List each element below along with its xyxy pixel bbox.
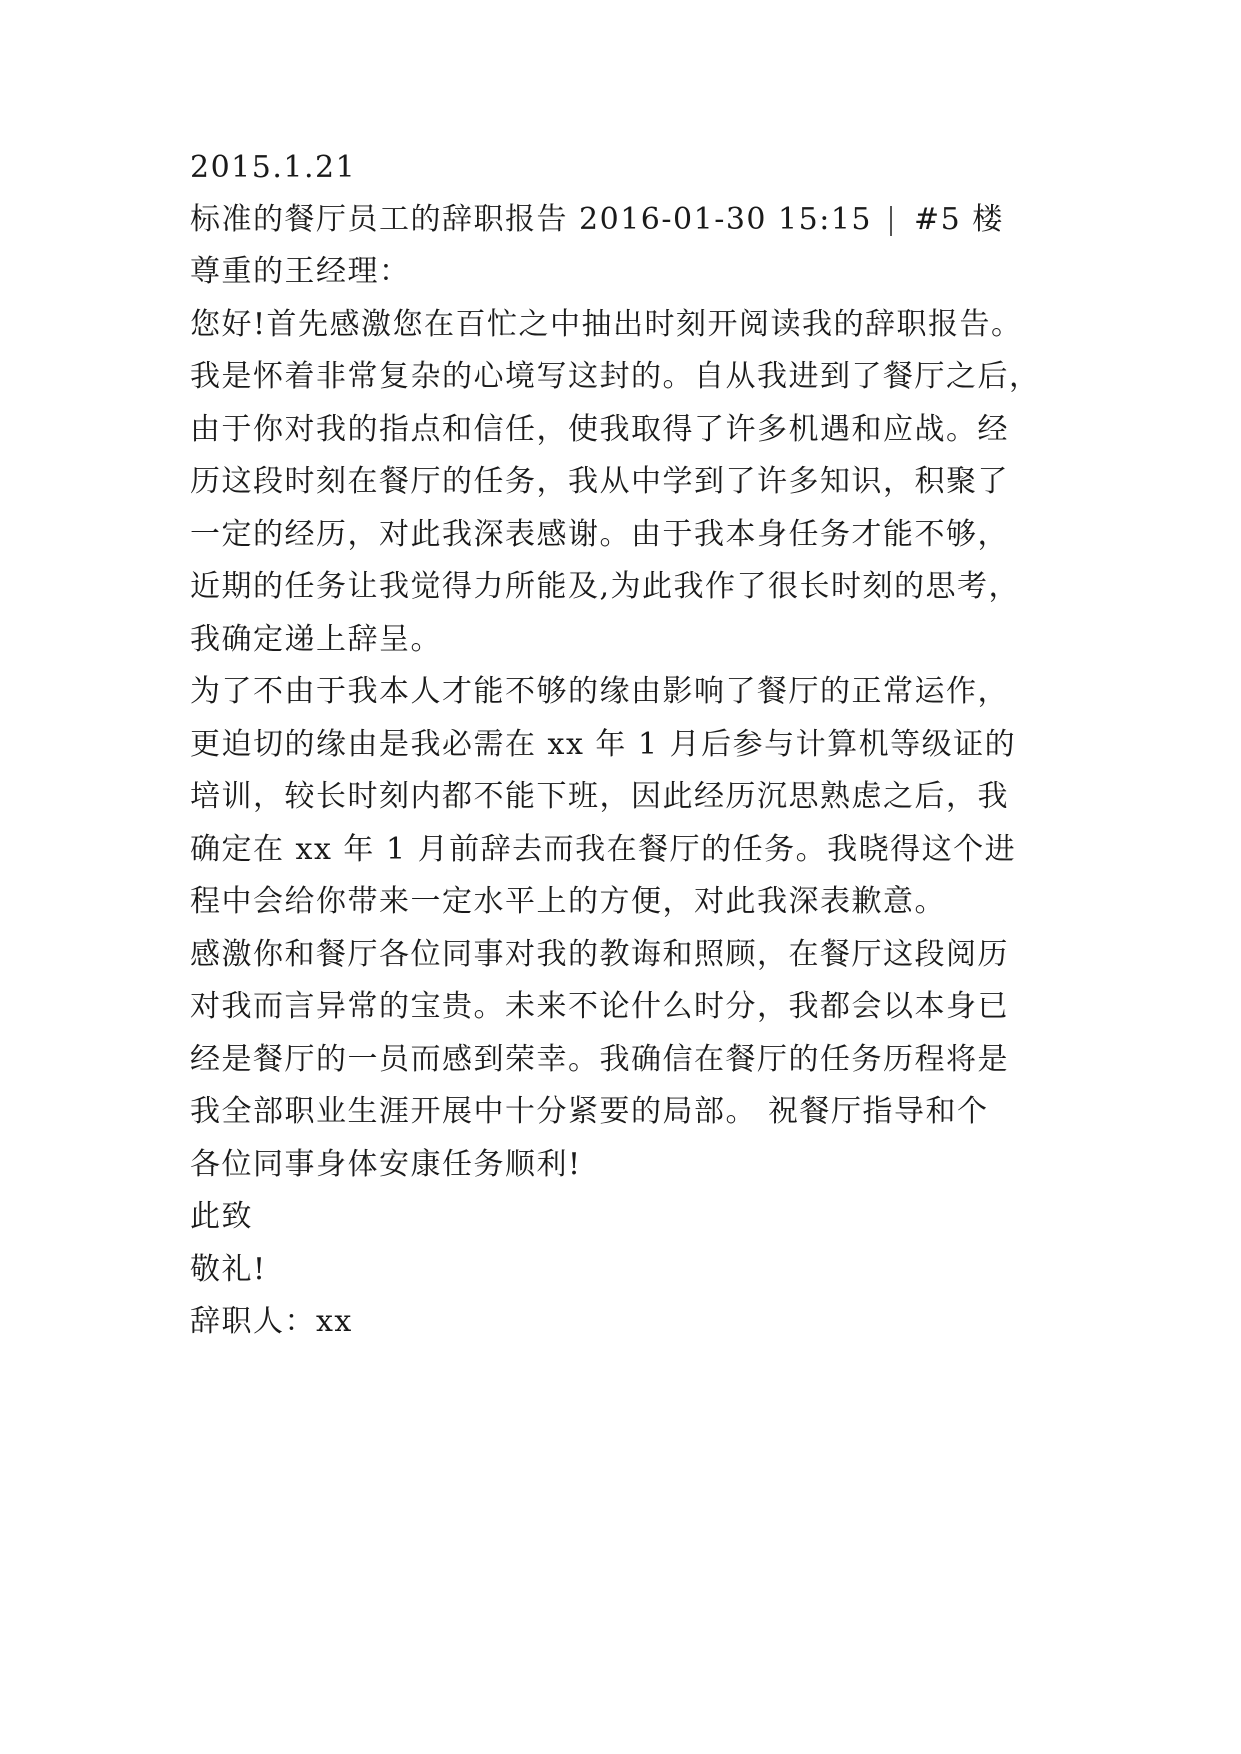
body-line: 确定在 xx 年 1 月前辞去而我在餐厅的任务。我晓得这个进 — [190, 832, 1017, 867]
regards: 敬礼! — [190, 1252, 267, 1287]
body-line: 为了不由于我本人才能不够的缘由影响了餐厅的正常运作， — [190, 674, 1009, 709]
salutation: 尊重的王经理： — [190, 254, 411, 289]
body-line: 您好!首先感激您在百忙之中抽出时刻开阅读我的辞职报告。 — [190, 307, 1023, 342]
body-line: 一定的经历，对此我深表感谢。由于我本身任务才能不够， — [190, 517, 1009, 552]
body-line: 我全部职业生涯开展中十分紧要的局部。 祝餐厅指导和个 — [190, 1094, 989, 1129]
body-line: 近期的任务让我觉得力所能及,为此我作了很长时刻的思考， — [190, 569, 1021, 604]
body-line: 各位同事身体安康任务顺利! — [190, 1147, 582, 1182]
body-line: 培训，较长时刻内都不能下班，因此经历沉思熟虑之后，我 — [190, 779, 1009, 814]
body-line: 感激你和餐厅各位同事对我的教诲和照顾，在餐厅这段阅历 — [190, 937, 1009, 972]
heading-separator — [890, 206, 892, 236]
document-heading — [190, 200, 1004, 240]
signature: 辞职人：xx — [190, 1304, 353, 1339]
body-line: 历这段时刻在餐厅的任务，我从中学到了许多知识，积聚了 — [190, 464, 1009, 499]
body-line: 由于你对我的指点和信任，使我取得了许多机遇和应战。经 — [190, 412, 1009, 447]
heading-timestamp: 2016-01-30 15:15 — [579, 202, 873, 237]
body-line: 程中会给你带来一定水平上的方便，对此我深表歉意。 — [190, 884, 946, 919]
closing: 此致 — [190, 1199, 253, 1234]
document-date: 2015.1.21 — [190, 150, 357, 185]
body-line: 对我而言异常的宝贵。未来不论什么时分，我都会以本身已 — [190, 989, 1009, 1024]
body-line: 更迫切的缘由是我必需在 xx 年 1 月后参与计算机等级证的 — [190, 727, 1017, 762]
body-line: 经是餐厅的一员而感到荣幸。我确信在餐厅的任务历程将是 — [190, 1042, 1009, 1077]
body-line: 我确定递上辞呈。 — [190, 622, 442, 657]
body-line: 我是怀着非常复杂的心境写这封的。自从我进到了餐厅之后， — [190, 359, 1041, 394]
heading-title: 标准的餐厅员工的辞职报告 — [190, 202, 568, 237]
heading-floor: #5 楼 — [914, 202, 1004, 237]
